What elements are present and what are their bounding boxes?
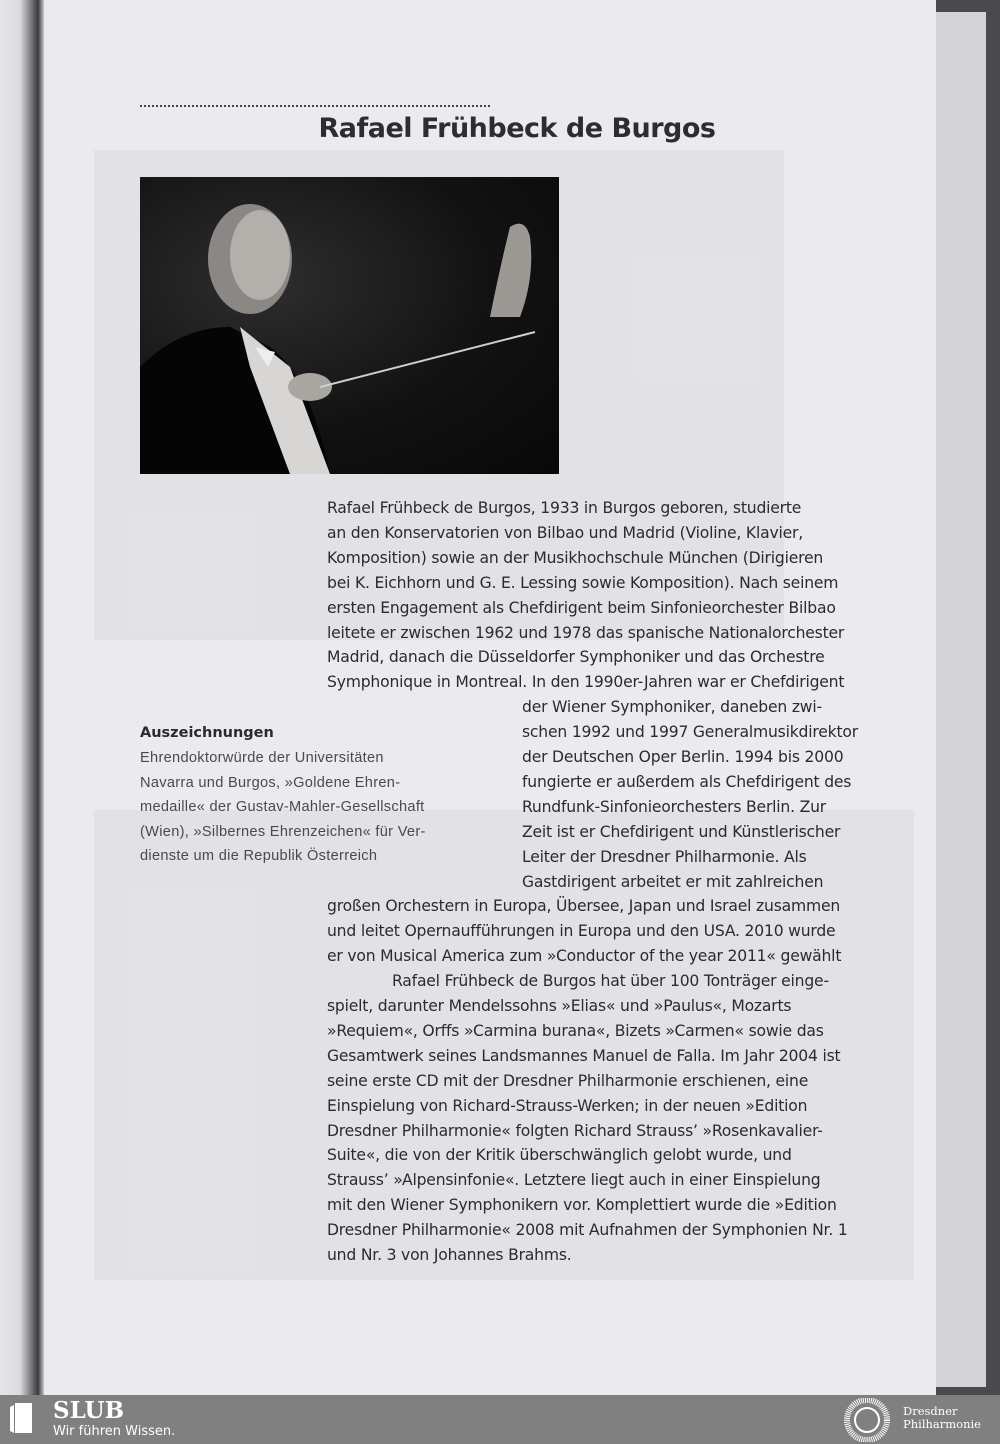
biography-line: »Requiem«, Orffs »Carmina burana«, Bizets »Carmen« sowie das	[327, 1021, 824, 1040]
biography-line: Komposition) sowie an der Musikhochschule München (Dirigieren	[327, 548, 824, 567]
biography-line: der Deutschen Oper Berlin. 1994 bis 2000	[522, 748, 844, 766]
biography-line: an den Konservatorien von Bilbao und Madrid (Violine, Klavier,	[327, 523, 803, 542]
footer-bar	[0, 1395, 1000, 1444]
biography-line: seine erste CD mit der Dresdner Philharmonie erschienen, eine	[327, 1071, 809, 1090]
partner-name-line2: Philharmonie	[903, 1417, 981, 1431]
partner-name-line1: Dresdner	[903, 1404, 958, 1418]
biography-line: Dresdner Philharmonie« 2008 mit Aufnahmen der Symphonien Nr. 1	[327, 1221, 848, 1240]
biography-line: er von Musical America zum »Conductor of the year 2011« gewählt	[327, 947, 842, 966]
biography-line: Symphonique in Montreal. In den 1990er-Jahren war er Chefdirigent	[327, 673, 845, 692]
awards-line: Navarra und Burgos, »Goldene Ehren-	[140, 774, 401, 791]
biography-line: Rafael Frühbeck de Burgos, 1933 in Burgos geboren, studierte	[327, 499, 802, 517]
biography-line: Rafael Frühbeck de Burgos hat über 100 Tonträger einge-	[392, 972, 829, 991]
biography-line: mit den Wiener Symphonikern vor. Komplettiert wurde die »Edition	[327, 1196, 837, 1215]
biography-line: großen Orchestern in Europa, Übersee, Japan und Israel zusammen	[327, 897, 841, 916]
slub-book-icon	[10, 1403, 32, 1433]
biography-line: Leiter der Dresdner Philharmonie. Als	[522, 847, 807, 866]
biography-line: Gastdirigent arbeitet er mit zahlreichen	[522, 872, 824, 891]
conductor-photo	[140, 177, 559, 474]
biography-line: schen 1992 und 1997 Generalmusikdirektor	[522, 723, 858, 742]
awards-line: (Wien), »Silbernes Ehrenzeichen« für Ver-	[140, 823, 426, 840]
biography-line: fungierte er außerdem als Chefdirigent des	[522, 772, 852, 791]
conductor-photo-illustration	[140, 177, 559, 474]
awards-line: Ehrendoktorwürde der Universitäten	[140, 750, 384, 766]
slub-logo-text: SLUB	[53, 1397, 125, 1424]
biography-line: Madrid, danach die Düsseldorfer Symphoniker und das Orchestre	[327, 648, 825, 667]
biography-line: leitete er zwischen 1962 und 1978 das spanische Nationalorchester	[327, 623, 845, 642]
biography-line: Zeit ist er Chefdirigent und Künstlerischer	[522, 822, 841, 841]
dresdner-philharmonie-logo-text	[903, 1405, 981, 1431]
biography-line: und Nr. 3 von Johannes Brahms.	[327, 1246, 572, 1264]
page-title: Rafael Frühbeck de Burgos	[318, 113, 716, 144]
awards-line: dienste um die Republik Österreich	[140, 848, 378, 865]
next-page-edge	[936, 0, 1000, 1395]
biography-line: der Wiener Symphoniker, daneben zwi-	[522, 698, 822, 717]
slub-tagline: Wir führen Wissen.	[53, 1424, 176, 1439]
dotted-rule	[140, 105, 490, 107]
book-binding	[0, 0, 44, 1395]
awards-line: medaille« der Gustav-Mahler-Gesellschaft	[140, 799, 425, 816]
biography-line: und leitet Opernaufführungen in Europa und den USA. 2010 wurde	[327, 922, 836, 941]
biography-line: bei K. Eichhorn und G. E. Lessing sowie Komposition). Nach seinem	[327, 573, 839, 592]
biography-line: Dresdner Philharmonie« folgten Richard Strauss’ »Rosenkavalier-	[327, 1121, 823, 1140]
biography-line: Gesamtwerk seines Landsmannes Manuel de Falla. Im Jahr 2004 ist	[327, 1046, 841, 1065]
biography-line: spielt, darunter Mendelssohns »Elias« und »Paulus«, Mozarts	[327, 997, 792, 1015]
biography-line: ersten Engagement als Chefdirigent beim Sinfonieorchester Bilbao	[327, 598, 836, 617]
biography-line: Strauss’ »Alpensinfonie«. Letztere liegt auch in einer Einspielung	[327, 1171, 821, 1190]
biography-line: Rundfunk-Sinfonieorchesters Berlin. Zur	[522, 797, 826, 816]
biography-line: Einspielung von Richard-Strauss-Werken; in der neuen »Edition	[327, 1096, 808, 1115]
dresdner-philharmonie-logo-icon	[843, 1398, 891, 1442]
awards-heading: Auszeichnungen	[140, 725, 274, 741]
biography-line: Suite«, die von der Kritik überschwänglich gelobt wurde, und	[327, 1146, 792, 1165]
